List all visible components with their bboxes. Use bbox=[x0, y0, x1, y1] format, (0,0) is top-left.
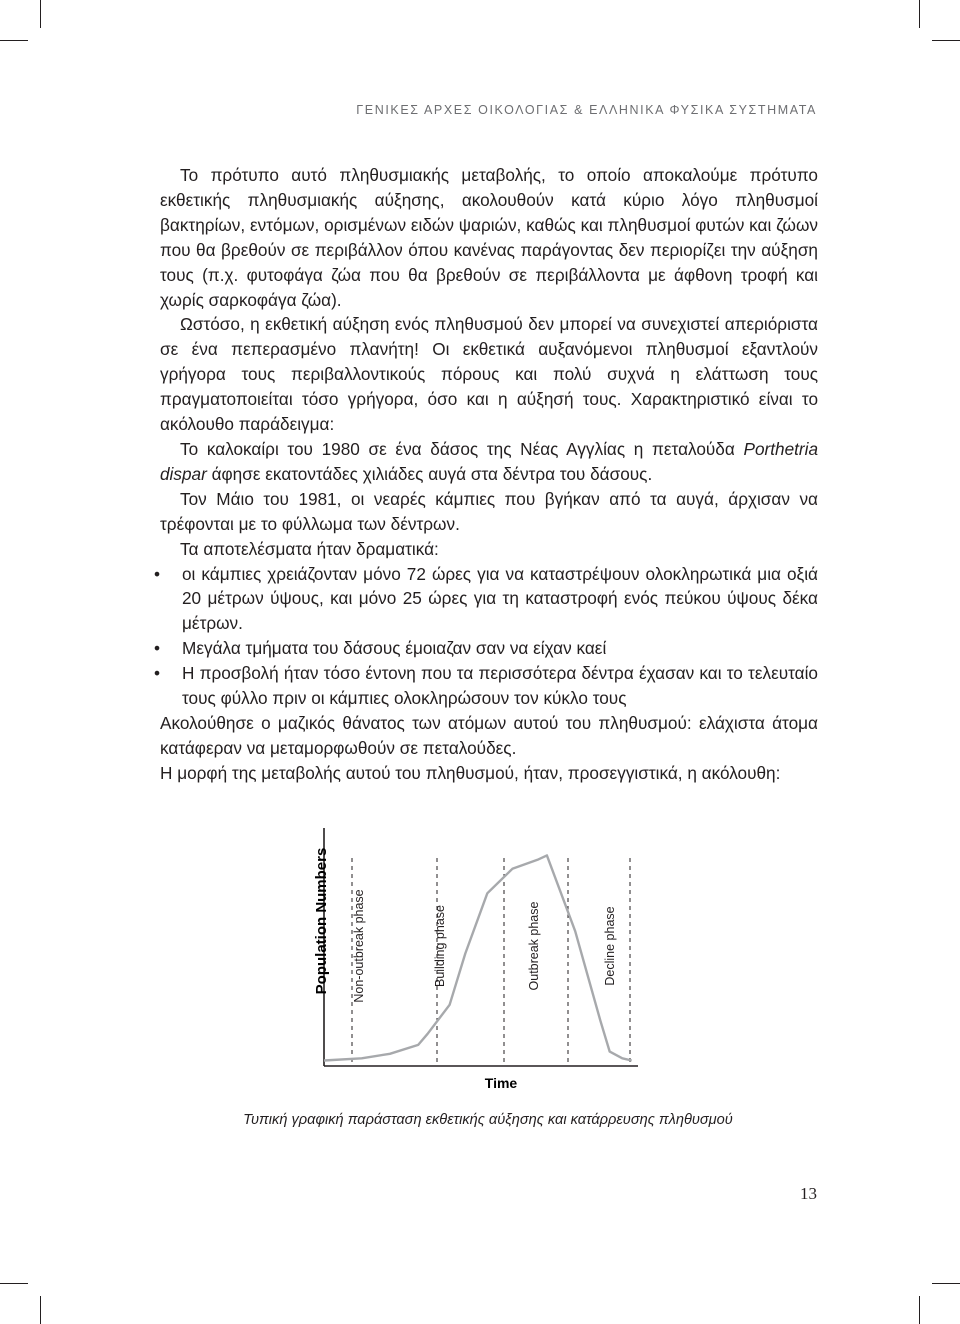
crop-mark bbox=[919, 1296, 920, 1324]
crop-mark bbox=[40, 1296, 41, 1324]
bullet-icon: • bbox=[154, 663, 161, 684]
paragraph: Τα αποτελέσματα ήταν δραματικά: bbox=[180, 538, 439, 559]
list-item bbox=[154, 661, 818, 711]
phase-label: Decline phase bbox=[603, 906, 617, 986]
crop-mark bbox=[40, 0, 41, 28]
phase-label: Building phase bbox=[433, 904, 447, 988]
bullet-list bbox=[154, 562, 818, 711]
population-chart bbox=[296, 822, 656, 1098]
list-item-text: Μεγάλα τμήματα του δάσους έμοιαζαν σαν να είχαν καεί bbox=[182, 638, 607, 659]
page-number: 13 bbox=[800, 1184, 817, 1203]
crop-mark bbox=[919, 0, 920, 28]
paragraph: Η μορφή της μεταβολής αυτού του πληθυσμού, ήταν, προσεγγιστικά, η ακόλουθη: bbox=[160, 762, 781, 783]
phase-label: Non-outbreak phase bbox=[352, 889, 366, 1003]
list-item bbox=[154, 636, 818, 661]
list-item-text: Η προσβολή ήταν τόσο έντονη που τα περισσότερα δέντρα έχασαν και το τελευταίο τους φύλλο πριν οι κάμπιες ολοκληρώσουν τον κύκλο τους bbox=[182, 663, 818, 709]
y-axis-label: Population Numbers bbox=[313, 847, 330, 995]
x-axis-label: Time bbox=[484, 1075, 518, 1091]
chart-svg bbox=[296, 822, 656, 1098]
crop-mark bbox=[0, 1283, 28, 1284]
paragraph-text: Το καλοκαίρι του 1980 σε ένα δάσος της Νέας Αγγλίας η πεταλούδα bbox=[180, 438, 744, 459]
list-item bbox=[154, 562, 818, 637]
paragraph: Το πρότυπο αυτό πληθυσμιακής μεταβολής, το οποίο αποκαλούμε πρότυπο εκθετικής πληθυσμιακής αύξησης, ακολουθούν κατά κύριο λόγο πληθυσμοί βακτηρίων, εντόμων, ορισμένων ειδών ψαριών, καθώς και πληθυσμοί φυτών και ζώων που θα βρεθούν σε περιβάλλον όπου κανένας παράγοντας δεν περιορίζει την αύξηση τους (π.χ. φυτοφάγα ζώα που θα βρεθούν σε περιβάλλοντα με άφθονη τροφή και χωρίς σαρκοφάγα ζώα). bbox=[160, 165, 818, 310]
crop-mark bbox=[932, 40, 960, 41]
running-header: ΓΕΝΙΚΕΣ ΑΡΧΕΣ ΟΙΚΟΛΟΓΙΑΣ & ΕΛΛΗΝΙΚΑ ΦΥΣΙΚΑ ΣΥΣΤΗΜΑΤΑ bbox=[356, 103, 817, 117]
bullet-icon: • bbox=[154, 638, 161, 659]
paragraph: Τον Μάιο του 1981, οι νεαρές κάμπιες που βγήκαν από τα αυγά, άρχισαν να τρέφονται με το φύλλωμα των δέντρων. bbox=[160, 488, 818, 534]
body-text bbox=[154, 163, 818, 786]
paragraph: Ωστόσο, η εκθετική αύξηση ενός πληθυσμού δεν μπορεί να συνεχιστεί απεριόριστα σε ένα πεπερασμένο πλανήτη! Οι εκθετικά αυξανόμενοι πληθυσμοί εξαντλούν γρήγορα τους περιβαλλοντικούς πόρους και πολύ συχνά η ελάττωση τους πραγματοποιείται τόσο γρήγορα, όσο και η αύξησή τους. Χαρακτηριστικό είναι το ακόλουθο παράδειγμα: bbox=[160, 314, 818, 435]
bullet-icon: • bbox=[154, 563, 161, 584]
list-item-text: οι κάμπιες χρειάζονταν μόνο 72 ώρες για να καταστρέψουν ολοκληρωτικά μια οξιά 20 μέτρων ύψους, και μόνο 25 ώρες για τη καταστροφή ενός πεύκου ύψους δέκα μέτρων. bbox=[182, 563, 818, 634]
population-curve bbox=[324, 855, 632, 1060]
figure-caption: Τυπική γραφική παράσταση εκθετικής αύξησης και κατάρρευσης πληθυσμού bbox=[243, 1112, 733, 1128]
crop-mark bbox=[0, 40, 28, 41]
species-name: Porthetria dispar bbox=[160, 438, 818, 484]
paragraph-text: άφησε εκατοντάδες χιλιάδες αυγά στα δέντρα του δάσους. bbox=[206, 463, 653, 484]
phase-label: Outbreak phase bbox=[527, 901, 541, 991]
paragraph: Ακολούθησε ο μαζικός θάνατος των ατόμων αυτού του πληθυσμού: ελάχιστα άτομα κατάφεραν να μεταμορφωθούν σε πεταλούδες. bbox=[160, 712, 818, 758]
paragraph bbox=[160, 437, 818, 487]
crop-mark bbox=[932, 1283, 960, 1284]
